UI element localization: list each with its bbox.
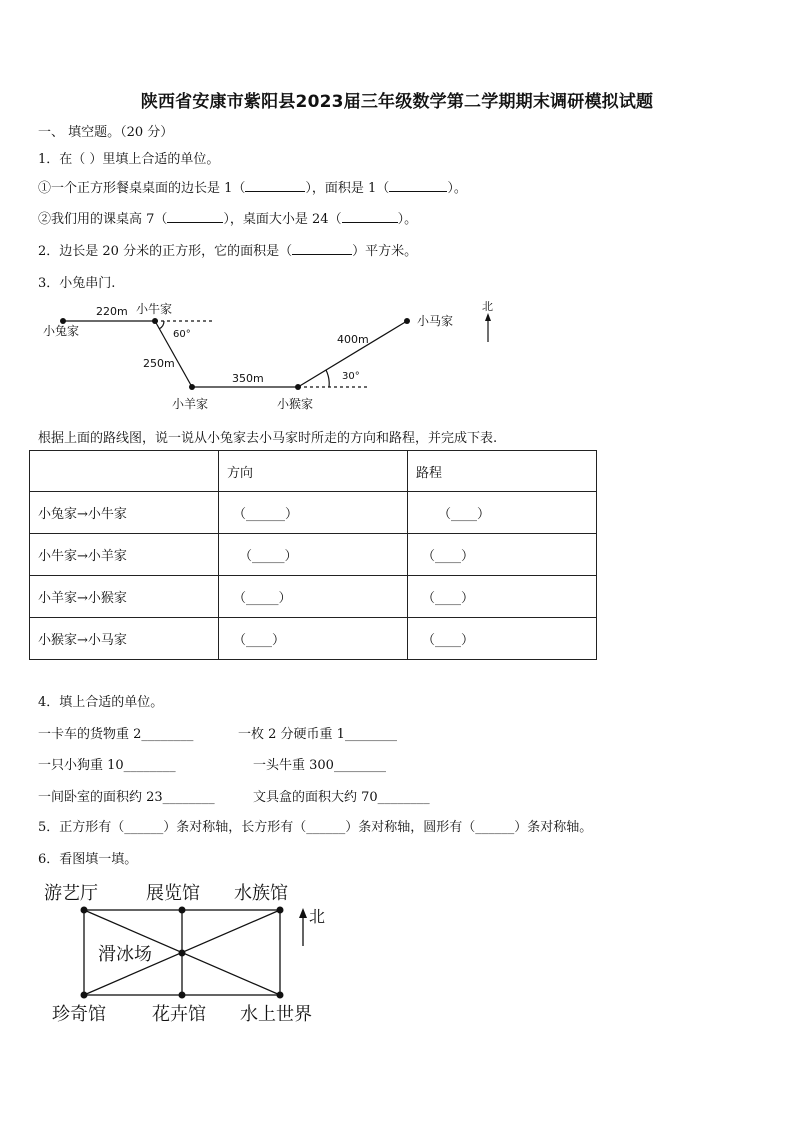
table-cell-direction[interactable]: （_____）: [219, 576, 408, 618]
table-cell-direction[interactable]: （______）: [219, 492, 408, 534]
table-row: [30, 576, 597, 618]
table-cell-distance[interactable]: （____）: [408, 492, 597, 534]
table-cell-route: 小兔家→小牛家: [30, 492, 219, 534]
label-monkey: 小猴家: [277, 397, 314, 411]
q4-item[interactable]: 一卡车的货物重 2________: [38, 727, 194, 742]
map-point-zhanlan: [179, 907, 186, 914]
angle-arc-30: [326, 370, 329, 387]
map-label-zhenqi: 珍奇馆: [52, 1004, 106, 1025]
table-header-direction: 方向: [219, 451, 408, 492]
q1-a-prefix: ①一个正方形餐桌桌面的边长是 1（: [38, 181, 246, 196]
map-point-huahui: [179, 992, 186, 999]
label-horse: 小马家: [417, 314, 454, 328]
q2-suffix: ）平方米。: [352, 244, 418, 259]
q4-item[interactable]: 一头牛重 300________: [253, 758, 386, 773]
table-header-row: [30, 451, 597, 492]
label-angle-30: 30°: [342, 371, 360, 382]
table-cell-route: 小羊家→小猴家: [30, 576, 219, 618]
map-label-shuishang: 水上世界: [240, 1004, 312, 1025]
map-label-huabing: 滑冰场: [98, 944, 152, 965]
table-row: [30, 534, 597, 576]
table-header-distance: 路程: [408, 451, 597, 492]
label-north: 北: [482, 300, 493, 313]
map-label-huahui: 花卉馆: [152, 1004, 206, 1025]
q1-b-prefix: ②我们用的课桌高 7（: [38, 212, 168, 227]
map-north-arrow-head: [299, 908, 307, 918]
map-label-north: 北: [309, 907, 326, 926]
table-row: [30, 618, 597, 660]
north-arrow-head: [485, 313, 491, 321]
q4-item[interactable]: 一只小狗重 10________: [38, 758, 176, 773]
label-cow: 小牛家: [136, 302, 173, 316]
q1-stem: 1．在（ ）里填上合适的单位。: [38, 152, 220, 167]
table-row: [30, 492, 597, 534]
table-cell-route: 小牛家→小羊家: [30, 534, 219, 576]
map-point-shuizu: [277, 907, 284, 914]
route-table: [29, 450, 597, 660]
map-point-shuishang: [277, 992, 284, 999]
table-cell-direction[interactable]: （_____）: [219, 534, 408, 576]
q3-instruction: 根据上面的路线图，说一说从小兔家去小马家时所走的方向和路程，并完成下表.: [38, 431, 498, 446]
map-point-huabing: [179, 950, 186, 957]
q1-b-suffix: ）。: [397, 212, 418, 227]
q3-stem: 3．小兔串门.: [38, 276, 116, 291]
angle-arc-60: [159, 321, 164, 329]
q1-a-mid: ），面积是 1（: [305, 181, 390, 196]
label-angle-60: 60°: [173, 329, 191, 340]
map-label-shuizu: 水族馆: [234, 883, 288, 904]
route-diagram: [0, 0, 794, 440]
label-rabbit: 小兔家: [43, 324, 80, 338]
map-label-youyi: 游艺厅: [44, 883, 98, 904]
q4-item[interactable]: 一间卧室的面积约 23________: [38, 790, 215, 805]
q6-stem: 6．看图填一填。: [38, 852, 138, 867]
table-cell-route: 小猴家→小马家: [30, 618, 219, 660]
label-sheep: 小羊家: [172, 397, 209, 411]
section-heading: 一、 填空题。（20 分）: [38, 125, 174, 140]
table-cell-direction[interactable]: （____）: [219, 618, 408, 660]
point-monkey: [295, 384, 301, 390]
q4-item[interactable]: 文具盒的面积大约 70________: [253, 790, 430, 805]
point-cow: [152, 318, 158, 324]
page-title: 陕西省安康市紫阳县2023届三年级数学第二学期期末调研模拟试题: [140, 92, 654, 112]
table-cell-distance[interactable]: （____）: [408, 534, 597, 576]
q1-b-mid: ），桌面大小是 24（: [223, 212, 342, 227]
table-header-empty: [30, 451, 219, 492]
table-cell-distance[interactable]: （____）: [408, 618, 597, 660]
q4-stem: 4．填上合适的单位。: [38, 695, 164, 710]
label-d4: 400m: [337, 333, 369, 346]
point-horse: [404, 318, 410, 324]
park-map: [0, 870, 794, 1030]
label-d1: 220m: [96, 305, 128, 318]
q5-line[interactable]: 5．正方形有（______）条对称轴，长方形有（______）条对称轴，圆形有（______）条对称轴。: [38, 820, 593, 835]
label-d2: 250m: [143, 357, 175, 370]
q4-item[interactable]: 一枚 2 分硬币重 1________: [238, 727, 397, 742]
label-d3: 350m: [232, 372, 264, 385]
map-point-youyi: [81, 907, 88, 914]
map-point-zhenqi: [81, 992, 88, 999]
q1-a-suffix: ）。: [447, 181, 467, 196]
map-label-zhanlan: 展览馆: [146, 883, 200, 904]
q2-prefix: 2．边长是 20 分米的正方形，它的面积是（: [38, 244, 293, 259]
point-sheep: [189, 384, 195, 390]
table-cell-distance[interactable]: （____）: [408, 576, 597, 618]
